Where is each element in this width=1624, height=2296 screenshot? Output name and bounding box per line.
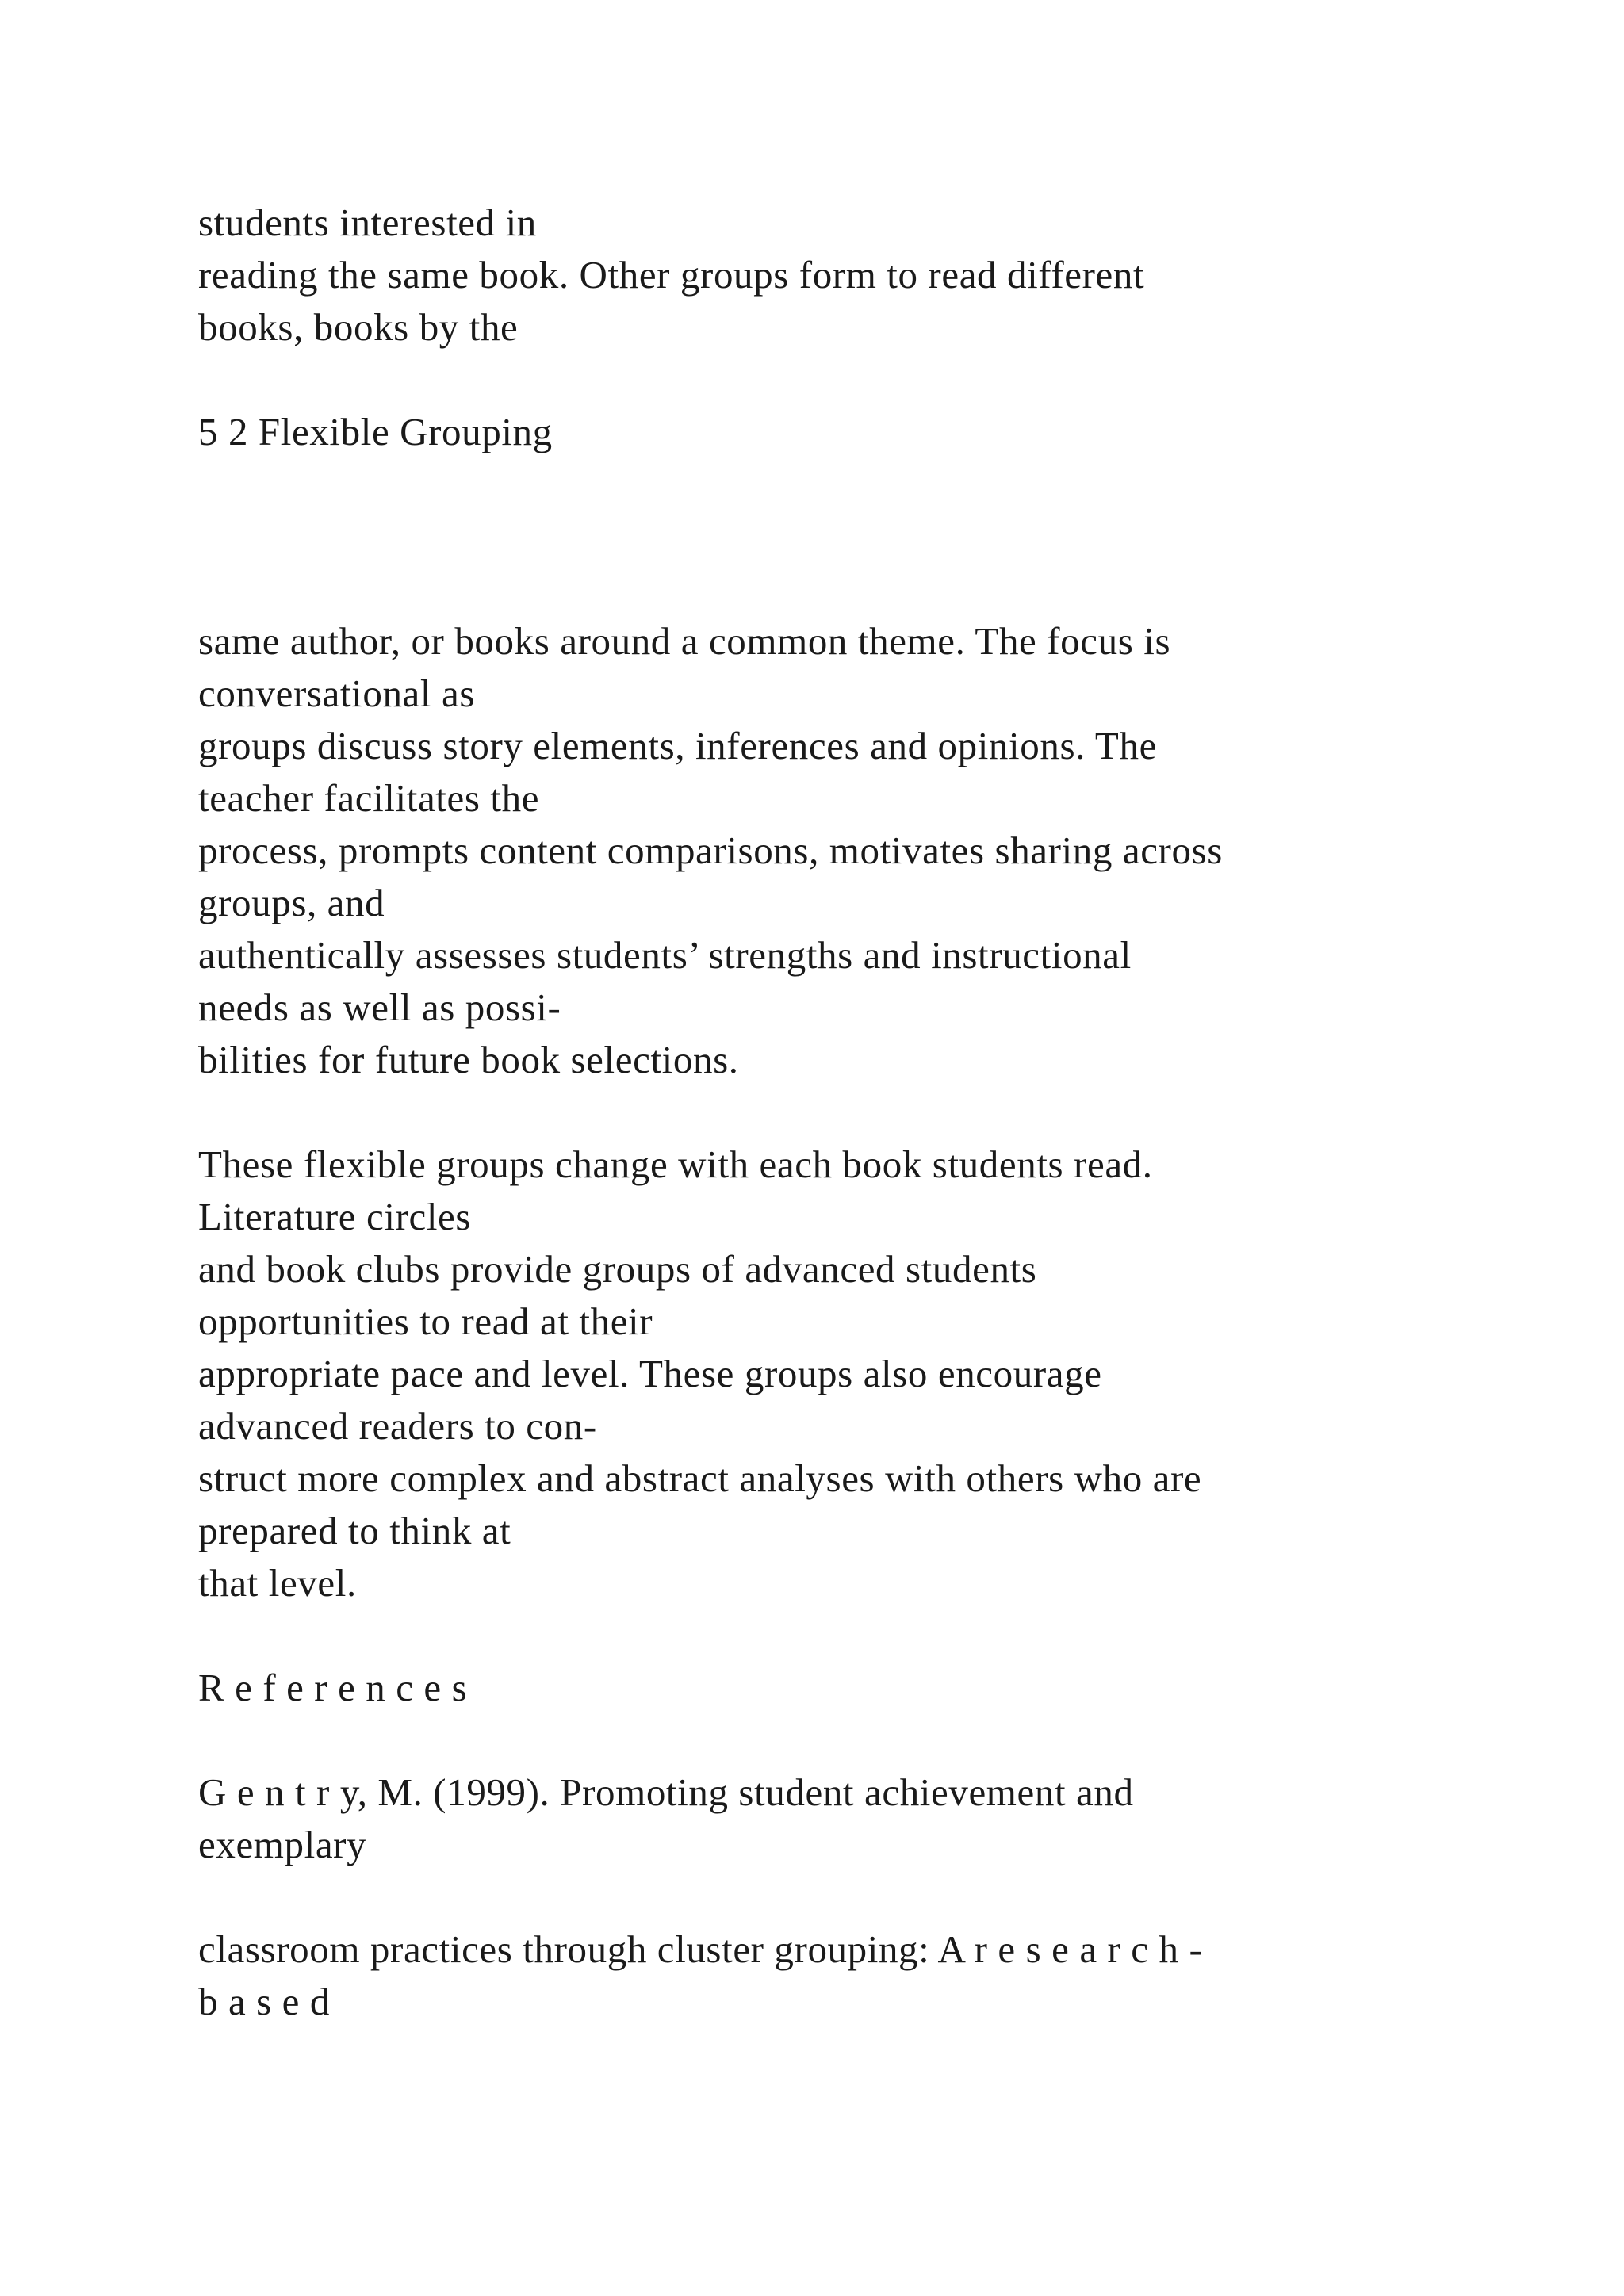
text-line: struct more complex and abstract analyses with others who are [198,1456,1202,1500]
blank-line [198,1086,1483,1138]
text-line: advanced readers to con- [198,1404,597,1448]
text-line: and book clubs provide groups of advanced students [198,1247,1037,1291]
text-line: bilities for future book selections. [198,1038,739,1081]
blank-line [198,1714,1483,1766]
reference-entry-line: G e n t r y, M. (1999). Promoting student achievement and [198,1770,1134,1814]
blank-line [198,1871,1483,1923]
text-line: groups discuss story elements, inferences and opinions. The [198,724,1157,767]
document-text [198,197,1483,2028]
text-line: process, prompts content comparisons, motivates sharing across [198,828,1223,872]
reference-entry-line: classroom practices through cluster grouping: A r e s e a r c h - [198,1927,1203,1971]
text-line: teacher facilitates the [198,776,540,820]
text-line: appropriate pace and level. These groups also encourage [198,1352,1102,1395]
text-line: groups, and [198,881,385,924]
text-line: authentically assesses students’ strengths and instructional [198,933,1132,977]
blank-line [198,1609,1483,1662]
text-line: reading the same book. Other groups form to read different [198,253,1145,297]
text-line: conversational as [198,672,475,715]
text-line: needs as well as possi- [198,985,561,1029]
reference-entry-line: exemplary [198,1823,367,1866]
blank-line [198,354,1483,406]
page-header: 5 2 Flexible Grouping [198,410,553,453]
text-line: students interested in [198,201,537,244]
text-line: These flexible groups change with each book students read. [198,1142,1153,1186]
text-line: books, books by the [198,305,519,349]
text-line: that level. [198,1561,357,1605]
reference-entry-line: b a s e d [198,1980,330,2023]
text-line: prepared to think at [198,1509,511,1552]
text-line: Literature circles [198,1195,472,1238]
references-heading: R e f e r e n c e s [198,1666,468,1709]
text-line: same author, or books around a common theme. The focus is [198,619,1171,663]
text-line: opportunities to read at their [198,1299,653,1343]
blank-gap [198,458,1483,615]
